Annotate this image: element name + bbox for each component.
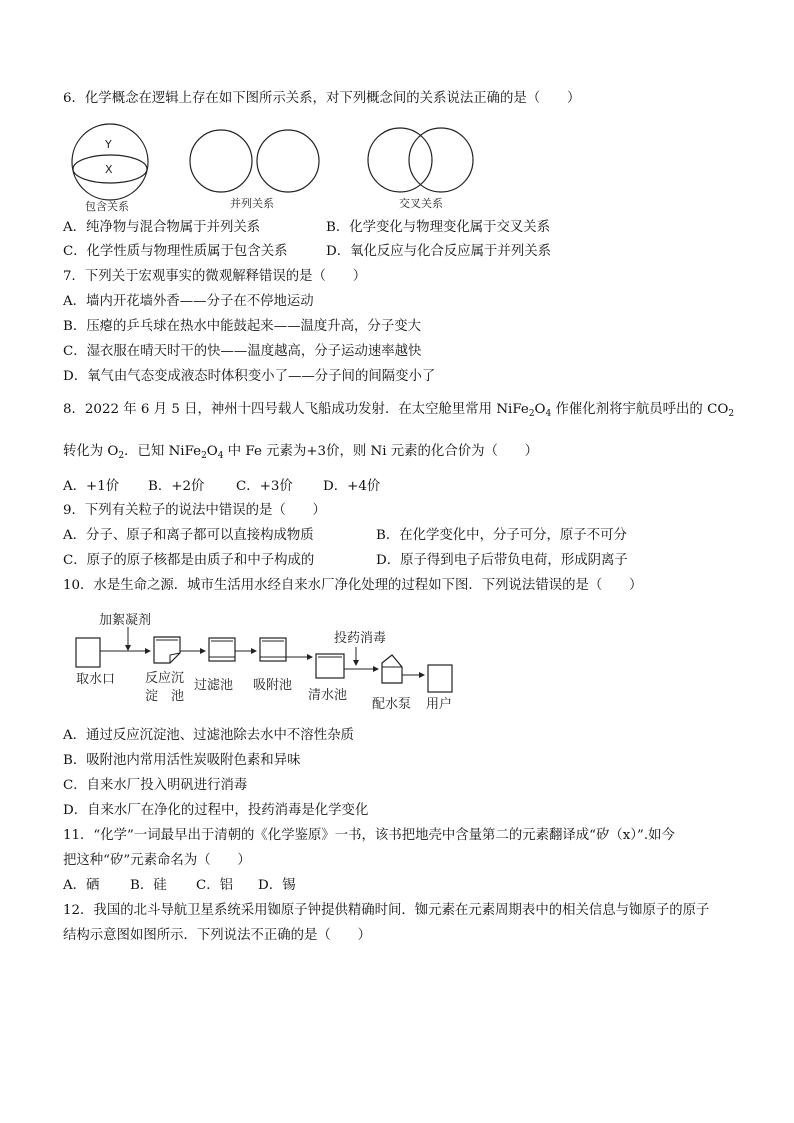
q6-option-b: B．化学变化与物理变化属于交叉关系 [326,220,551,235]
q8-line2-sub1: 2 [118,451,125,461]
q7-option-c: C．湿衣服在晴天时干的快——温度越高，分子运动速率越快 [63,344,422,359]
diagram-x-label: X [105,163,113,176]
cross-right-circle [409,128,473,192]
q9-option-a: A．分子、原子和离子都可以直接构成物质 [63,528,314,543]
q11-stem-1: 11．“化学”一词最早出于清朝的《化学鉴原》一书，该书把地壳中含量第二的元素翻译成“矽（x）”.如今 [63,828,675,843]
q8-line2-pre: 转化为 O [63,444,119,459]
flow-reaction-1: 反应沉 [145,671,185,686]
q6-option-d: D．氧化反应与化合反应属于并列关系 [326,244,551,259]
q8-line2-sub3: 4 [217,451,224,461]
q8-stem-pre: 8．2022 年 6 月 5 日，神州十四号载人飞船成功发射．在太空舱里常用 NiFe [63,402,529,417]
q9-stem: 9．下列有关粒子的说法中错误的是（ ） [63,503,326,518]
q7-option-b: B．压瘪的乒乓球在热水中能鼓起来——温度升高，分子变大 [63,319,421,334]
q8-option-a: A．+1价 [63,479,120,494]
flow-adsorb: 吸附池 [253,678,293,693]
q6-relationship-diagram [60,118,500,218]
cross-left-circle [368,128,432,192]
flow-user: 用户 [426,697,453,712]
q12-stem-1: 12．我国的北斗导航卫星系统采用铷原子钟提供精确时间．铷元素在元素周期表中的相关信息与铷原子的原子 [63,903,710,918]
q10-option-c: C．自来水厂投入明矾进行消毒 [63,778,248,793]
parallel-label: 并列关系 [230,197,274,210]
q8-stem-sub2: 4 [545,409,552,419]
q8-option-c: C．+3价 [236,479,293,494]
q8-stem-mid: O [534,402,546,417]
q11-option-b: B．硅 [130,878,167,893]
q10-option-d: D．自来水厂在净化的过程中，投药消毒是化学变化 [63,803,369,818]
q10-option-a: A．通过反应沉淀池、过滤池除去水中不溶性杂质 [63,728,354,743]
q9-option-c: C．原子的原子核都是由质子和中子构成的 [63,553,315,568]
q12-stem-2: 结构示意图如图所示．下列说法不正确的是（ ） [63,928,371,943]
q11-stem-2: 把这种“矽”元素命名为（ ） [63,853,251,868]
diagram-y-label: Y [105,138,112,151]
clear-tank [316,654,344,678]
q8-line2-mid: ．已知 NiFe [124,444,202,459]
flow-clear: 清水池 [308,688,348,703]
flow-filter: 过滤池 [194,678,234,693]
q10-stem: 10．水是生命之源．城市生活用水经自来水厂净化处理的过程如下图．下列说法错误的是（ ） [63,578,643,593]
q10-option-b: B．吸附池内常用活性炭吸附色素和异味 [63,753,301,768]
intake-box [76,638,100,667]
q8-stem [63,401,734,423]
water-treatment-flowchart [70,607,470,717]
q8-line2-mid2: O [206,444,218,459]
q9-option-b: B．在化学变化中，分子可分，原子不可分 [376,528,627,543]
q8-option-b: B．+2价 [148,479,205,494]
flow-add-coagulant: 加絮凝剂 [99,613,152,628]
q8-line2-sub2: 2 [201,451,207,461]
pump-icon [382,655,402,683]
q6-stem: 6．化学概念在逻辑上存在如下图所示关系，对下列概念间的关系说法正确的是（ ） [63,91,581,106]
q8-stem-sub3: 2 [728,409,735,419]
q8-line2-post: 中 Fe 元素为+3价，则 Ni 元素的化合价为（ ） [223,444,539,459]
q7-option-a: A．墙内开花墙外香——分子在不停地运动 [63,294,314,309]
q11-option-a: A．硒 [63,878,100,893]
user-box [428,665,452,692]
parallel-right-circle [257,130,319,192]
flow-disinfect: 投药消毒 [334,631,387,646]
q11-option-d: D．锡 [258,878,296,893]
contain-label: 包含关系 [85,200,129,213]
q8-option-d: D．+4价 [323,479,381,494]
q6-option-a: A．纯净物与混合物属于并列关系 [63,220,261,235]
q6-option-c: C．化学性质与物理性质属于包含关系 [63,244,288,259]
q8-stem-sub1: 2 [528,409,535,419]
flow-reaction-2: 淀 池 [145,689,185,704]
q9-option-d: D．原子得到电子后带负电荷，形成阴离子 [376,553,628,568]
q8-stem-post: 作催化剂将宇航员呼出的 CO [551,402,729,417]
q7-option-d: D．氧气由气态变成液态时体积变小了——分子间的间隔变小了 [63,369,436,384]
flow-pump: 配水泵 [372,697,412,712]
q8-stem-line2 [63,443,538,465]
parallel-left-circle [190,130,252,192]
flow-intake: 取水口 [76,672,116,687]
reaction-tank [154,637,180,663]
cross-label: 交叉关系 [399,197,443,210]
contain-outer-circle [72,124,148,200]
q7-stem: 7．下列关于宏观事实的微观解释错误的是（ ） [63,269,367,284]
q11-option-c: C．铝 [196,878,234,893]
